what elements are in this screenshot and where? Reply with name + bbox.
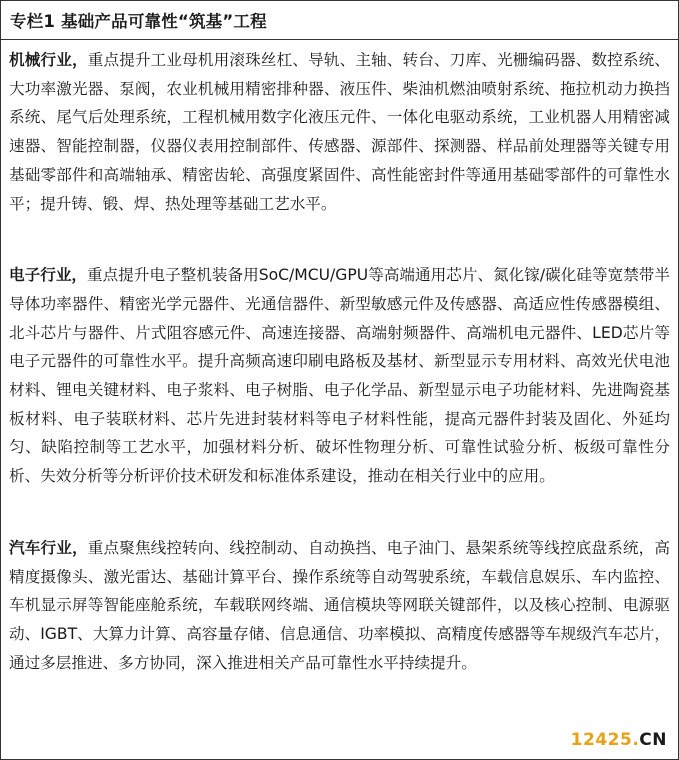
section-text: 重点聚焦线控转向、线控制动、自动换挡、电子油门、悬架系统等线控底盘系统，高精度摄像头、激光雷达、基础计算平台、操作系统等自动驾驶系统，车载信息娱乐、车内监控、车机显示屏等智能座舱系统，车载联网终端、通信模块等网联关键部件，以及核心控制、电源驱动、IGBT、大算力计算、高容量存储、信息通信、功率模拟、高精度传感器等车规级汽车芯片，通过多层推进、多方协同，深入推进相关产品可靠性水平持续提升。 xyxy=(9,538,670,672)
section-automotive xyxy=(9,534,670,678)
section-label: 汽车行业， xyxy=(9,538,88,557)
section-label: 机械行业， xyxy=(9,51,88,69)
watermark-dot: . xyxy=(632,730,640,750)
watermark-suffix: CN xyxy=(639,730,667,750)
watermark-number: 12425 xyxy=(570,730,633,750)
section-electronics xyxy=(9,261,670,491)
section-text: 重点提升电子整机装备用SoC/MCU/GPU等高端通用芯片、氮化镓/碳化硅等宽禁带半导体功率器件、精密光学元器件、光通信器件、新型敏感元件及传感器、高适应性传感器模组、北斗芯片与器件、片式阻容感元件、高速连接器、高端射频器件、高端机电元器件、LED芯片等电子元器件的可靠性水平。提升高频高速印刷电路板及基材、新型显示专用材料、高效光伏电池材料、锂电关键材料、电子浆料、电子树脂、电子化学品、新型显示电子功能材料、先进陶瓷基板材料、电子装联材料、芯片先进封装材料等电子材料性能，提高元器件封装及固化、外延均匀、缺陷控制等工艺水平，加强材料分析、破坏性物理分析、可靠性试验分析、板级可靠性分析、失效分析等分析评价技术研发和标准体系建设，推动在相关行业中的应用。 xyxy=(9,266,670,486)
column-title: 专栏1 基础产品可靠性“筑基”工程 xyxy=(1,1,678,40)
site-watermark xyxy=(571,730,667,750)
section-text: 重点提升工业母机用滚珠丝杠、导轨、主轴、转台、刀库、光栅编码器、数控系统、大功率激光器、泵阀，农业机械用精密排种器、液压件、柴油机燃油喷射系统、拖拉机动力换挡系统、尾气后处理系统，工程机械用数字化液压元件、一体化电驱动系统，工业机器人用精密减速器、智能控制器，仪器仪表用控制部件、传感器、源部件、探测器、样品前处理器等关键专用基础零部件和高端轴承、精密齿轮、高强度紧固件、高性能密封件等通用基础零部件的可靠性水平；提升铸、锻、焊、热处理等基础工艺水平。 xyxy=(9,51,670,213)
section-label: 电子行业， xyxy=(9,266,88,285)
column-body xyxy=(1,40,678,677)
section-machinery xyxy=(9,46,670,218)
